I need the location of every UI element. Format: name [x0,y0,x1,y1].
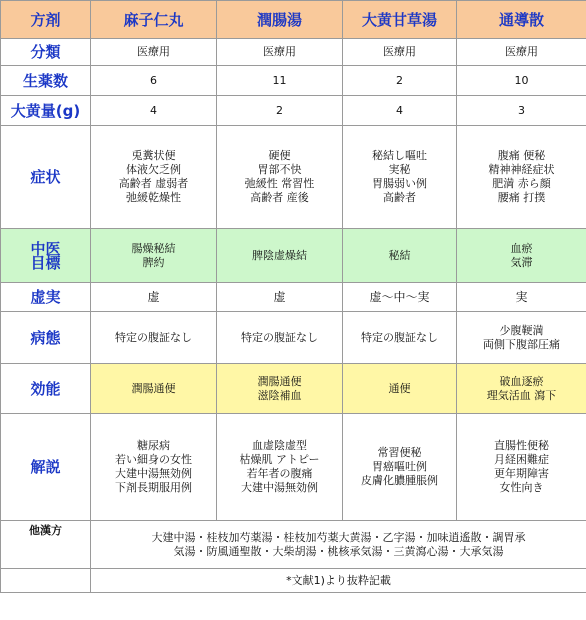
cell-line: 若い細身の女性 [115,453,192,466]
formula-name: 麻子仁丸 [91,1,217,39]
row-symptoms [1,126,586,229]
cell-line: 腹痛 便秘 [497,149,546,162]
row-label: 大黄量(g) [1,96,91,126]
cell-line: 大建中湯無効例 [241,481,318,494]
cell-line: 直腸性便秘 [494,439,549,452]
cell-line: 脾陰虚燥結 [252,248,307,262]
cell: 特定の腹証なし [343,312,457,364]
cell [343,364,457,414]
cell: 医療用 [343,39,457,66]
cell-line: 通便 [388,381,411,395]
cell-line: 更年期障害 [494,467,549,480]
row-label: 他漢方 [1,521,91,569]
cell-line: 高齢者 産後 [250,191,309,204]
cell-line: 体液欠乏例 [126,163,181,176]
row-label [1,229,91,283]
row-tcm-target [1,229,586,283]
cell-line: 高齢者 [383,191,416,204]
other-formulas-line: 大建中湯・桂枝加芍薬湯・桂枝加芍薬大黄湯・乙字湯・加味逍遙散・調胃承 [151,530,526,544]
cell-line: 潤腸通便 [257,374,302,388]
cell-line: 糖尿病 [137,439,170,452]
cell-line: 胃腸弱い例 [372,177,427,190]
cell-line: 女性向き [499,481,544,494]
cell [343,414,457,521]
row-category [1,39,586,66]
row-efficacy [1,364,586,414]
cell-line: 気滞 [510,255,533,269]
row-herb-count [1,66,586,96]
cell-line: 血瘀 [510,241,533,255]
row-label: 生薬数 [1,66,91,96]
cell-line: 秘結 [388,248,411,262]
cell: 3 [457,96,586,126]
cell [217,229,343,283]
cell-line: 滋陰補血 [257,388,302,402]
row-rhubarb [1,96,586,126]
cell-line: 精神神経症状 [488,163,555,176]
cell-line: 破血逐瘀 [499,374,544,388]
cell-line: 下剤長期服用例 [115,481,192,494]
cell-line: 胃癌嘔吐例 [372,460,427,473]
cell-line: 常習便秘 [377,446,422,459]
cell-line: 若年者の腹痛 [246,467,313,480]
cell-line: 血虚陰虚型 [252,439,307,452]
other-formulas-text [91,521,586,569]
row-label: 解説 [1,414,91,521]
cell: 医療用 [91,39,217,66]
cell-line: 兎糞状便 [131,149,176,162]
row-label-line: 目標 [30,253,61,272]
row-label: 効能 [1,364,91,414]
cell-line: 秘結し嘔吐 [372,149,427,162]
cell-line: 潤腸通便 [131,381,176,395]
cell-line: 腸燥秘結 [131,241,176,255]
cell [457,229,586,283]
cell [217,364,343,414]
cell: 4 [91,96,217,126]
other-formulas-line: 気湯・防風通聖散・大柴胡湯・桃核承気湯・三黄瀉心湯・大承気湯 [173,544,504,558]
row-note [1,569,586,593]
formula-name: 大黄甘草湯 [343,1,457,39]
row-label: 分類 [1,39,91,66]
row-pathology [1,312,586,364]
row-explanation [1,414,586,521]
cell: 2 [217,96,343,126]
cell [457,126,586,229]
cell-line: 大建中湯無効例 [115,467,192,480]
cell-line: 硬便 [268,149,291,162]
cell [457,364,586,414]
cell: 4 [343,96,457,126]
cell [343,126,457,229]
source-note: *文献1)より抜粋記載 [91,569,586,593]
cell: 11 [217,66,343,96]
cell: 医療用 [457,39,586,66]
cell [91,414,217,521]
cell: 特定の腹証なし [91,312,217,364]
header-label: 方剤 [1,1,91,39]
row-label: 病態 [1,312,91,364]
row-label: 虚実 [1,283,91,312]
cell-line: 枯燥肌 アトピー [239,453,320,466]
cell: 特定の腹証なし [217,312,343,364]
row-label: 症状 [1,126,91,229]
blank-cell [1,569,91,593]
formula-name: 潤腸湯 [217,1,343,39]
cell-line: 胃部不快 [257,163,302,176]
cell [217,126,343,229]
cell [217,414,343,521]
cell-line: 高齢者 虚弱者 [118,177,189,190]
cell: 虚～中～実 [343,283,457,312]
cell [91,229,217,283]
formula-name: 通導散 [457,1,586,39]
row-deficiency [1,283,586,312]
cell: 虚 [91,283,217,312]
cell [457,414,586,521]
cell [457,312,586,364]
cell-line: 弛緩性 常習性 [244,177,315,190]
cell-line: 肥満 赤ら顔 [492,177,551,190]
cell: 医療用 [217,39,343,66]
header-row [1,1,586,39]
cell-line: 月経困難症 [494,453,549,466]
cell-line: 皮膚化膿腫脹例 [361,474,438,487]
cell: 2 [343,66,457,96]
cell [343,229,457,283]
row-other-formulas [1,521,586,569]
cell-line: 少腹鞕満 [499,323,544,337]
cell-line: 両側下腹部圧痛 [483,337,560,351]
cell-line: 理気活血 瀉下 [486,388,557,402]
cell [91,126,217,229]
cell-line: 腰痛 打撲 [497,191,546,204]
row-label-line: 中医 [30,239,61,258]
cell: 実 [457,283,586,312]
cell: 6 [91,66,217,96]
cell: 10 [457,66,586,96]
cell: 虚 [217,283,343,312]
cell-line: 弛緩乾燥性 [126,191,181,204]
cell [91,364,217,414]
cell-line: 脾約 [142,255,165,269]
cell-line: 実秘 [388,163,411,176]
